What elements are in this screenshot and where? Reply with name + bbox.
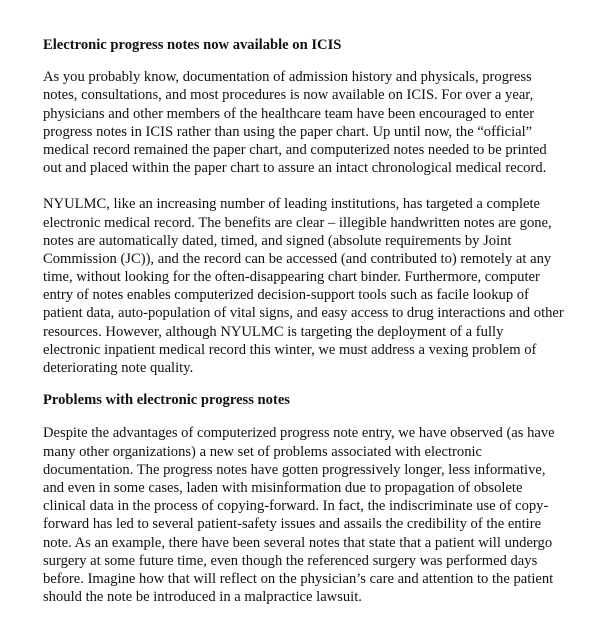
paragraph-line: many other organizations) a new set of problems associated with electronic [43,443,483,460]
paragraph-line: electronic inpatient medical record this winter, we must address a vexing problem of [43,341,537,358]
paragraph-intro [43,68,573,177]
paragraph-line: forward has led to several patient-safety issues and assails the credibility of the entire [43,516,542,533]
paragraph-line: Commission (JC)), and the record can be accessed (and contributed to) remotely at any [43,250,552,267]
paragraph-line: time, without looking for the often-disappearing chart binder. Furthermore, computer [43,269,540,286]
paragraph-line: should the note be introduced in a malpractice lawsuit. [43,589,362,606]
paragraph-line: notes, consultations, and most procedures is now available on ICIS. For over a year, [43,87,534,104]
paragraph-line: medical record remained the paper chart, and computerized notes needed to be printed [43,141,547,158]
paragraph-line: surgery at some future time, even though the referenced surgery was performed days [43,552,538,569]
paragraph-line: out and placed within the paper chart to assure an intact chronological medical record. [43,160,547,177]
paragraph-line: resources. However, although NYULMC is targeting the deployment of a fully [43,323,504,340]
paragraph-line: note. As an example, there have been several notes that state that a patient will undergo [43,534,553,551]
paragraph-line: electronic medical record. The benefits are clear – illegible handwritten notes are gone, [43,214,552,231]
document-body [43,36,573,606]
paragraph-line: progress notes in ICIS rather than using the paper chart. Up until now, the “official” [43,123,533,140]
paragraph-line: and even in some cases, laden with misinformation due to propagation of obsolete [43,479,523,496]
section-heading-problems: Problems with electronic progress notes [43,392,290,409]
paragraph-line: clinical data in the process of copying-forward. In fact, the indiscriminate use of copy- [43,498,549,515]
paragraph-line: documentation. The progress notes have gotten progressively longer, less informative, [43,461,546,478]
paragraph-line: As you probably know, documentation of admission history and physicals, progress [43,69,532,86]
paragraph-nyulmc [43,195,573,377]
paragraph-line: patient data, auto-population of vital signs, and easy access to drug interactions and other [43,305,564,322]
paragraph-line: physicians and other members of the healthcare team have been encouraged to enter [43,105,535,122]
paragraph-problems [43,424,573,606]
paragraph-line: Despite the advantages of computerized progress note entry, we have observed (as have [43,425,555,442]
paragraph-line: NYULMC, like an increasing number of leading institutions, has targeted a complete [43,196,541,213]
paragraph-line: deteriorating note quality. [43,360,194,376]
paragraph-line: before. Imagine how that will reflect on the physician’s care and attention to the patient [43,570,554,587]
section-heading-electronic-notes: Electronic progress notes now available on ICIS [43,37,342,53]
paragraph-line: entry of notes enables computerized decision-support tools such as facile lookup of [43,287,529,304]
paragraph-line: notes are automatically dated, timed, and signed (absolute requirements by Joint [43,232,512,249]
